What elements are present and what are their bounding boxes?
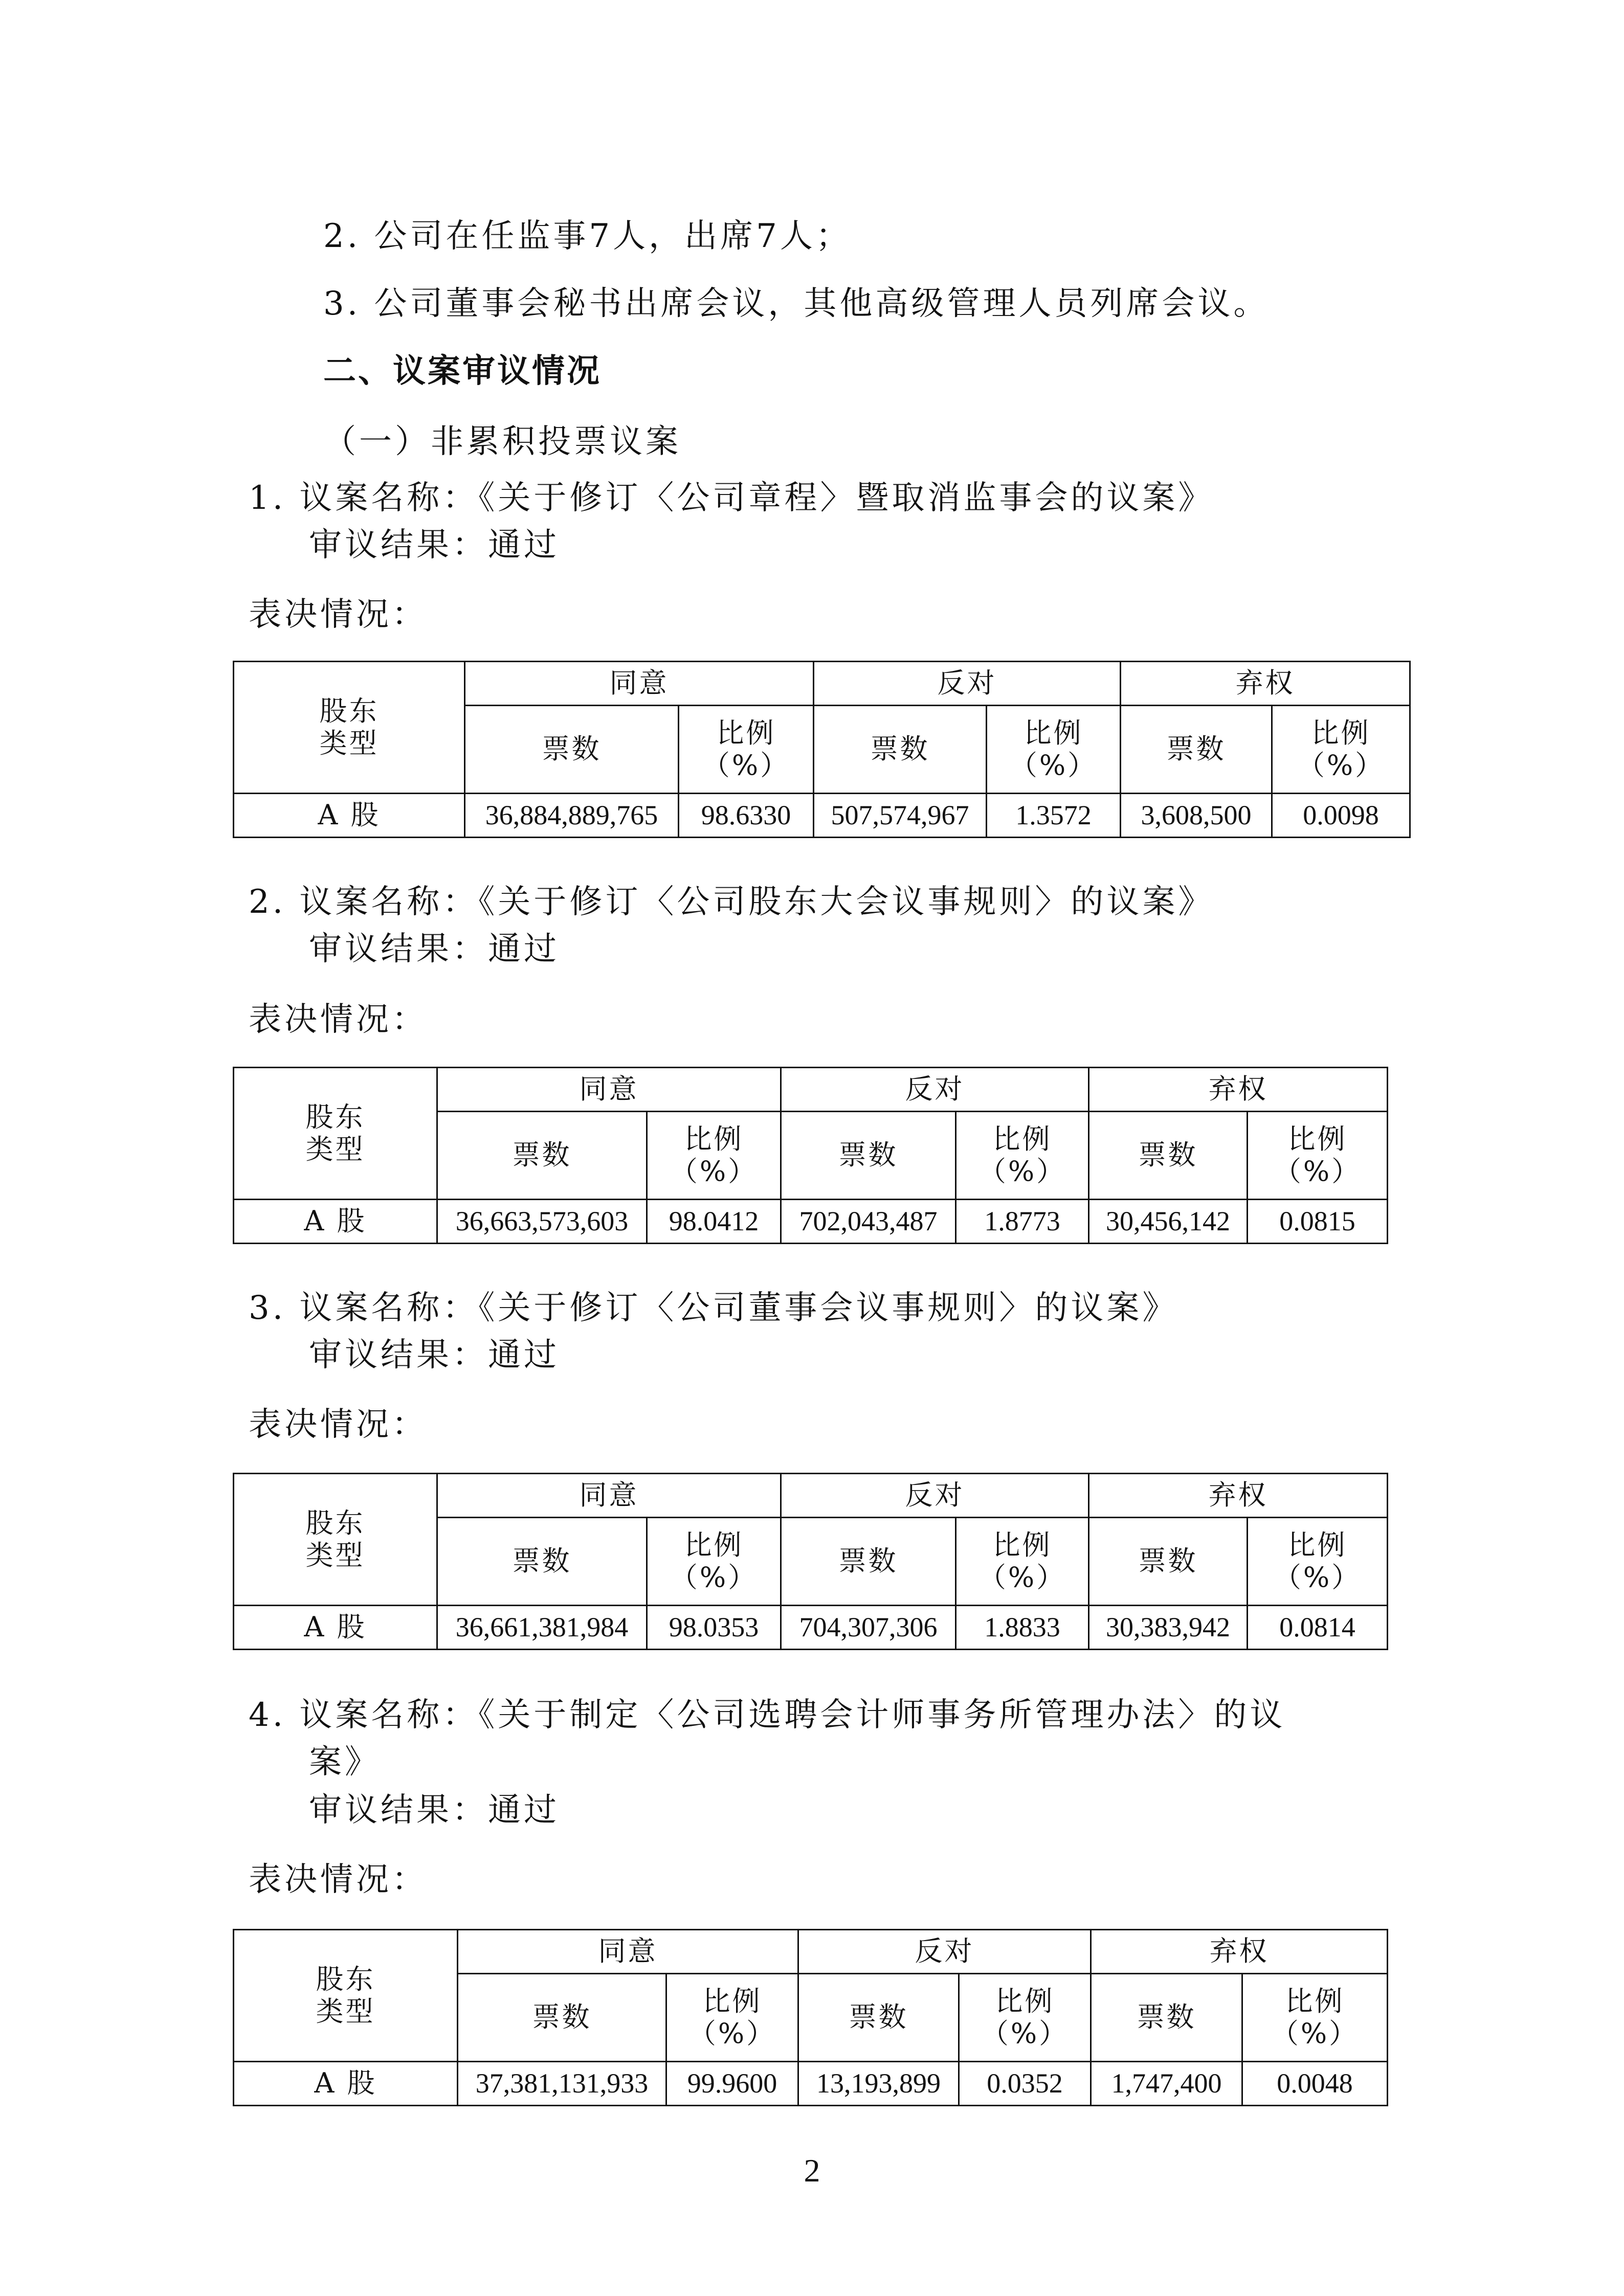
header-abstain: 弃权 xyxy=(1089,1474,1388,1518)
intro-item-2: 2. 公司在任监事7人，出席7人； xyxy=(323,217,852,255)
header-against: 反对 xyxy=(814,662,1121,706)
header-abstain-votes: 票数 xyxy=(1091,1974,1242,2062)
proposal-4-vote-table xyxy=(233,1929,1388,2106)
proposal-3-title: 3. 议案名称：《关于修订〈公司董事会议事规则〉的议案》 xyxy=(249,1289,1178,1327)
cell-abstain-pct: 0.0814 xyxy=(1248,1606,1388,1650)
header-against-ratio: 比例 （%） xyxy=(956,1518,1089,1606)
table-row xyxy=(234,794,1410,838)
header-against: 反对 xyxy=(798,1930,1091,1974)
section-heading: 二、议案审议情况 xyxy=(323,352,602,390)
intro-item-3: 3. 公司董事会秘书出席会议，其他高级管理人员列席会议。 xyxy=(323,285,1270,323)
cell-agree-votes: 37,381,131,933 xyxy=(458,2062,666,2106)
header-agree-votes: 票数 xyxy=(437,1112,647,1200)
header-agree: 同意 xyxy=(458,1930,798,1974)
header-agree-ratio: 比例 （%） xyxy=(647,1112,781,1200)
header-abstain-ratio: 比例 （%） xyxy=(1272,706,1410,794)
proposal-2-vote-label: 表决情况： xyxy=(249,1001,428,1039)
header-against-ratio: 比例 （%） xyxy=(956,1112,1089,1200)
header-agree-ratio: 比例 （%） xyxy=(679,706,814,794)
subsection-heading: （一）非累积投票议案 xyxy=(323,423,681,461)
cell-abstain-pct: 0.0098 xyxy=(1272,794,1410,838)
header-shareholder-type: 股东 类型 xyxy=(234,1068,437,1200)
cell-against-votes: 13,193,899 xyxy=(798,2062,959,2106)
cell-agree-votes: 36,661,381,984 xyxy=(437,1606,647,1650)
header-agree: 同意 xyxy=(465,662,814,706)
proposal-4-vote-label: 表决情况： xyxy=(249,1861,428,1899)
proposal-3-vote-label: 表决情况： xyxy=(249,1406,428,1444)
cell-abstain-votes: 30,383,942 xyxy=(1089,1606,1248,1650)
header-agree-votes: 票数 xyxy=(465,706,679,794)
header-against-ratio: 比例 （%） xyxy=(987,706,1121,794)
proposal-2-vote-table xyxy=(233,1067,1388,1244)
cell-agree-pct: 99.9600 xyxy=(666,2062,798,2106)
cell-share-type: A 股 xyxy=(234,1606,437,1650)
table-row xyxy=(234,1200,1388,1244)
header-against: 反对 xyxy=(781,1474,1089,1518)
header-abstain-ratio: 比例 （%） xyxy=(1248,1112,1388,1200)
header-abstain-votes: 票数 xyxy=(1089,1112,1248,1200)
header-abstain-votes: 票数 xyxy=(1089,1518,1248,1606)
cell-agree-votes: 36,884,889,765 xyxy=(465,794,679,838)
header-agree-ratio: 比例 （%） xyxy=(647,1518,781,1606)
header-shareholder-type: 股东 类型 xyxy=(234,662,465,794)
proposal-4-title: 4. 议案名称：《关于制定〈公司选聘会计师事务所管理办法〉的议 xyxy=(249,1696,1286,1734)
cell-agree-pct: 98.6330 xyxy=(679,794,814,838)
cell-against-votes: 507,574,967 xyxy=(814,794,987,838)
header-against-votes: 票数 xyxy=(781,1518,956,1606)
proposal-2-title: 2. 议案名称：《关于修订〈公司股东大会议事规则〉的议案》 xyxy=(249,883,1214,921)
cell-agree-pct: 98.0353 xyxy=(647,1606,781,1650)
header-abstain-ratio: 比例 （%） xyxy=(1248,1518,1388,1606)
header-against-ratio: 比例 （%） xyxy=(959,1974,1091,2062)
cell-abstain-pct: 0.0048 xyxy=(1242,2062,1388,2106)
proposal-1-result: 审议结果：通过 xyxy=(309,526,560,564)
cell-share-type: A 股 xyxy=(234,2062,458,2106)
table-row xyxy=(234,2062,1388,2106)
proposal-1-vote-table xyxy=(233,661,1411,838)
header-shareholder-type: 股东 类型 xyxy=(234,1930,458,2062)
cell-against-votes: 702,043,487 xyxy=(781,1200,956,1244)
header-abstain-ratio: 比例 （%） xyxy=(1242,1974,1388,2062)
header-agree-votes: 票数 xyxy=(437,1518,647,1606)
cell-against-pct: 1.8773 xyxy=(956,1200,1089,1244)
cell-against-pct: 0.0352 xyxy=(959,2062,1091,2106)
cell-against-pct: 1.8833 xyxy=(956,1606,1089,1650)
proposal-4-title-continued: 案》 xyxy=(309,1743,381,1781)
cell-abstain-pct: 0.0815 xyxy=(1248,1200,1388,1244)
header-agree-ratio: 比例 （%） xyxy=(666,1974,798,2062)
cell-share-type: A 股 xyxy=(234,1200,437,1244)
cell-agree-votes: 36,663,573,603 xyxy=(437,1200,647,1244)
header-abstain: 弃权 xyxy=(1121,662,1410,706)
cell-abstain-votes: 1,747,400 xyxy=(1091,2062,1242,2106)
cell-share-type: A 股 xyxy=(234,794,465,838)
header-abstain: 弃权 xyxy=(1089,1068,1388,1112)
proposal-3-vote-table xyxy=(233,1473,1388,1650)
header-abstain: 弃权 xyxy=(1091,1930,1388,1974)
header-shareholder-type: 股东 类型 xyxy=(234,1474,437,1606)
cell-abstain-votes: 30,456,142 xyxy=(1089,1200,1248,1244)
proposal-2-result: 审议结果：通过 xyxy=(309,930,560,968)
header-against-votes: 票数 xyxy=(781,1112,956,1200)
proposal-1-vote-label: 表决情况： xyxy=(249,596,428,634)
cell-abstain-votes: 3,608,500 xyxy=(1121,794,1272,838)
header-agree-votes: 票数 xyxy=(458,1974,666,2062)
header-agree: 同意 xyxy=(437,1068,781,1112)
cell-against-votes: 704,307,306 xyxy=(781,1606,956,1650)
cell-against-pct: 1.3572 xyxy=(987,794,1121,838)
header-abstain-votes: 票数 xyxy=(1121,706,1272,794)
proposal-4-result: 审议结果：通过 xyxy=(309,1791,560,1829)
page-number: 2 xyxy=(804,2152,820,2189)
header-against-votes: 票数 xyxy=(798,1974,959,2062)
header-against: 反对 xyxy=(781,1068,1089,1112)
table-row xyxy=(234,1606,1388,1650)
cell-agree-pct: 98.0412 xyxy=(647,1200,781,1244)
proposal-3-result: 审议结果：通过 xyxy=(309,1336,560,1374)
header-against-votes: 票数 xyxy=(814,706,987,794)
proposal-1-title: 1. 议案名称：《关于修订〈公司章程〉暨取消监事会的议案》 xyxy=(249,479,1214,517)
header-agree: 同意 xyxy=(437,1474,781,1518)
